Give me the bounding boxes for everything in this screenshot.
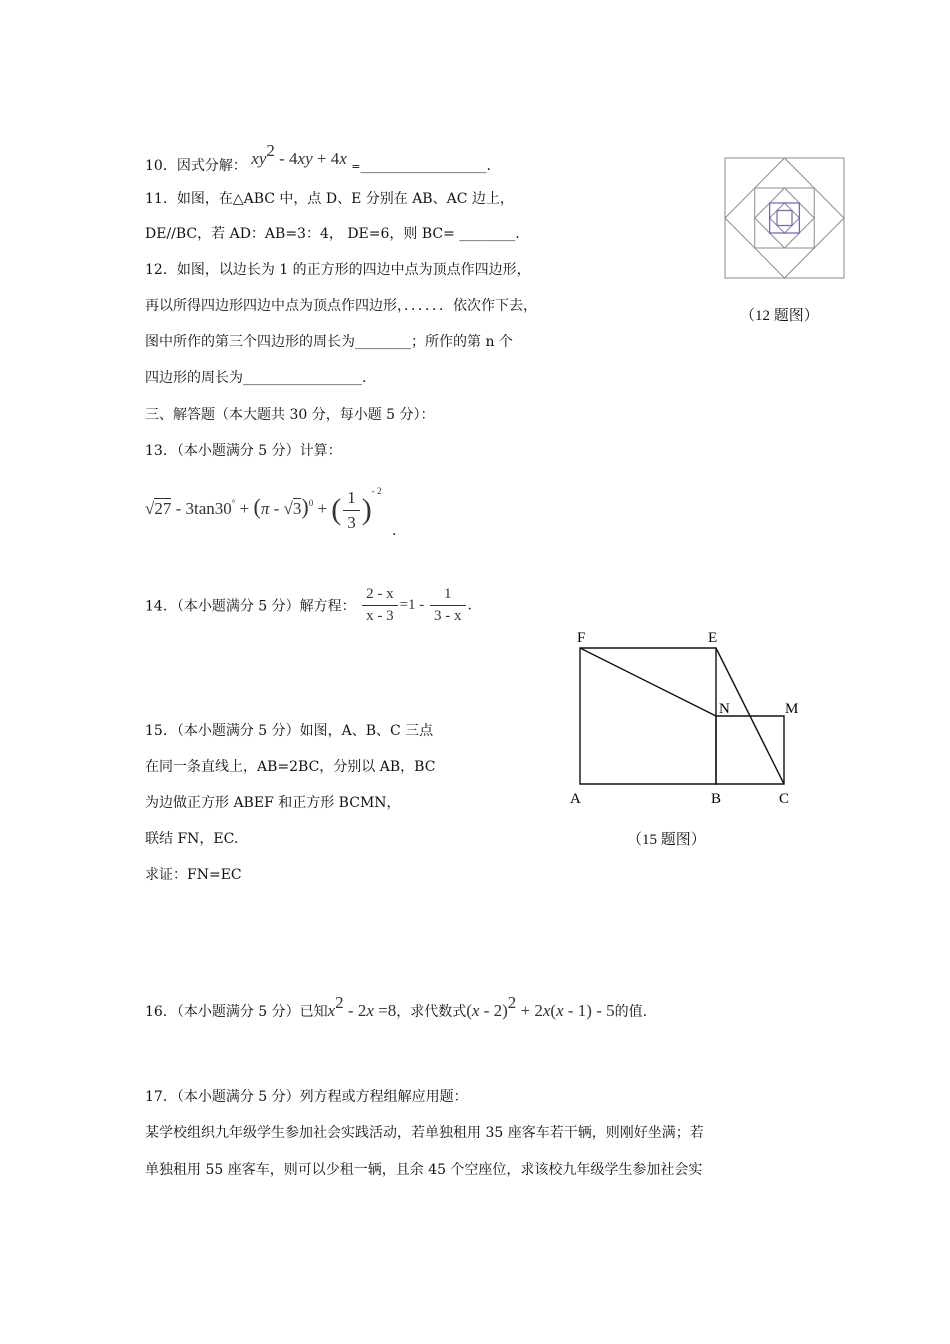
q16-line: 16．（本小题满分 5 分）已知$x^2 - 2x =8$，求代数式(x - 2)$^2$ + 2x(x - 1) - 5的值. bbox=[145, 993, 648, 1020]
q15-line5: 求证：FN=EC bbox=[145, 867, 242, 883]
q13-prefix: 13．（本小题满分 5 分）计算： bbox=[145, 443, 342, 459]
q10-equals: = bbox=[351, 160, 361, 173]
q17-line3: 单独租用 55 座客车，则可以少租一辆，且余 45 个空座位，求该校九年级学生参加社会实 bbox=[145, 1162, 703, 1178]
q14-fraction-2: $\frac{1}{3 - x}$ bbox=[430, 586, 466, 625]
square-abef bbox=[580, 648, 716, 784]
q17-line2: 某学校组织九年级学生参加社会实践活动，若单独租用 35 座客车若干辆，则刚好坐满；若 bbox=[145, 1125, 704, 1141]
q15-line4: 联结 FN，EC. bbox=[145, 831, 239, 847]
q12-line4: 四边形的周长为_________________. bbox=[145, 370, 367, 386]
square-bcmn bbox=[716, 716, 784, 784]
q12-square-3 bbox=[755, 188, 815, 248]
segment-fn bbox=[580, 648, 716, 716]
q17-line1: 17．（本小题满分 5 分）列方程或方程组解应用题： bbox=[145, 1089, 468, 1105]
label-n: N bbox=[719, 701, 730, 717]
q13-radicand: 27 bbox=[154, 499, 172, 518]
q10-blank: __________________ bbox=[360, 158, 487, 174]
q16-prefix: 16．（本小题满分 5 分）已知 bbox=[145, 1004, 328, 1020]
q10-expression: $xy^2 - 4xy + 4x$ bbox=[251, 141, 347, 168]
q13-expression: √27 - 3tan30° + (π - √3)$^0$ + ( $\frac{1}{3}$ )$^{- 2}$ . bbox=[145, 486, 397, 540]
q12-line2: 再以所得四边形四边中点为顶点作四边形，．．．．．．依次作下去， bbox=[145, 298, 537, 314]
q12-square-7 bbox=[777, 211, 792, 226]
q12-caption: （12 题图） bbox=[740, 308, 819, 324]
q12-square-5 bbox=[770, 203, 800, 233]
q15-caption: （15 题图） bbox=[627, 832, 706, 848]
sqrt-sign: √ bbox=[145, 499, 155, 518]
q12-line1: 12．如图，以边长为 1 的正方形的四边中点为顶点作四边形， bbox=[145, 262, 531, 278]
q15-line2: 在同一条直线上，AB=2BC，分别以 AB，BC bbox=[145, 759, 436, 775]
q12-figure bbox=[720, 152, 852, 282]
label-b: B bbox=[711, 791, 722, 807]
q11-line2: DE//BC，若 AD：AB=3：4， DE=6，则 BC= ________. bbox=[145, 226, 520, 242]
q12-square-2 bbox=[725, 158, 844, 278]
q14-line: 14．（本小题满分 5 分）解方程： $\frac{2 - x}{x - 3}$ =1 - $\frac{1}{3 - x}$ . bbox=[145, 586, 472, 624]
section3-heading: 三、解答题（本大题共 30 分，每小题 5 分）： bbox=[145, 407, 435, 423]
q15-line3: 为边做正方形 ABEF 和正方形 BCMN， bbox=[145, 795, 401, 811]
q12-square-4 bbox=[755, 188, 815, 248]
q15-line1: 15．（本小题满分 5 分）如图，A、B、C 三点 bbox=[145, 723, 434, 739]
q14-prefix: 14．（本小题满分 5 分）解方程： bbox=[145, 598, 356, 615]
q12-square-6 bbox=[770, 203, 800, 233]
q11-line1: 11．如图，在△ABC 中，点 D、E 分别在 AB、AC 边上， bbox=[145, 191, 514, 207]
q12-line3: 图中所作的第三个四边形的周长为________；所作的第 n 个 bbox=[145, 334, 513, 350]
q13-fraction: $\frac{1}{3}$ bbox=[343, 488, 360, 533]
q12-square-1 bbox=[725, 158, 844, 278]
q14-fraction-1: $\frac{2 - x}{x - 3}$ bbox=[362, 586, 398, 625]
label-m: M bbox=[785, 701, 799, 717]
q10-prefix: 10．因式分解： bbox=[145, 158, 247, 174]
label-f: F bbox=[577, 630, 586, 646]
label-a: A bbox=[570, 791, 581, 807]
label-c: C bbox=[779, 791, 790, 807]
q10-line: 10．因式分解： $xy^2 - 4xy + 4x$ =__________________. bbox=[145, 141, 491, 174]
q15-figure bbox=[560, 622, 810, 812]
label-e: E bbox=[708, 630, 718, 646]
